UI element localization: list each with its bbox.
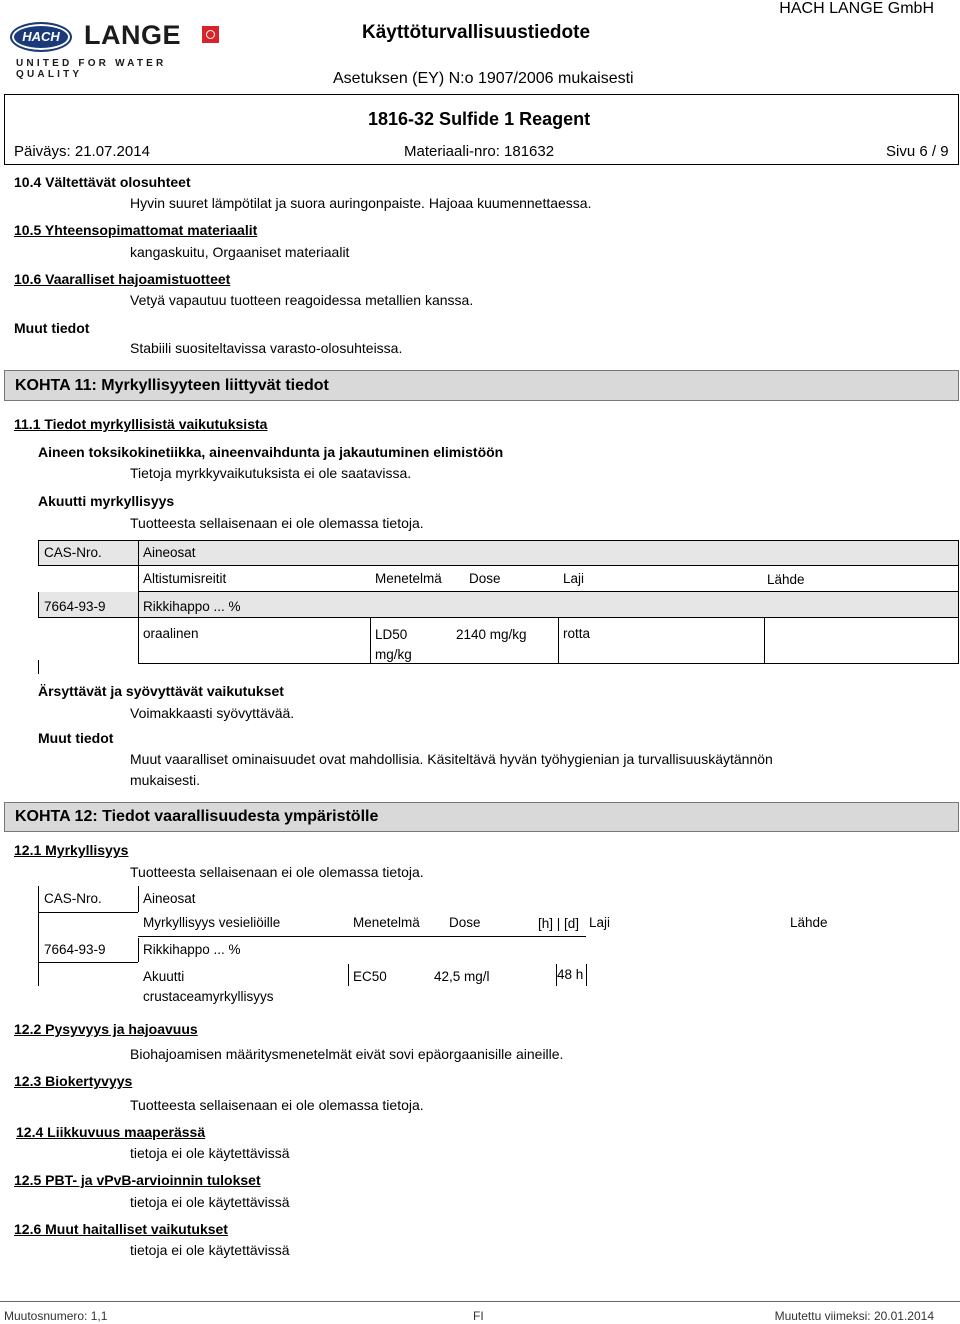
text-10-6: Vetyä vapautuu tuotteen reagoidessa metallien kanssa.	[130, 292, 474, 308]
other-info-label-11: Muut tiedot	[38, 730, 114, 746]
company-name: HACH LANGE GmbH	[779, 0, 934, 17]
other-info-text-10: Stabiili suositeltavissa varasto-olosuhteissa.	[130, 340, 403, 356]
col-species-12: Laji	[589, 915, 611, 930]
company-logo	[10, 20, 230, 80]
document-title: Käyttöturvallisuustiedote	[362, 22, 591, 43]
toxicokinetics-heading: Aineen toksikokinetiikka, aineenvaihdunta ja jakautuminen elimistöön	[38, 444, 504, 460]
irritation-heading: Ärsyttävät ja syövyttävät vaikutukset	[38, 683, 284, 699]
text-10-5: kangaskuitu, Orgaaniset materiaalit	[130, 244, 350, 260]
cell-substance: Rikkihappo ... %	[143, 599, 241, 614]
cell-hours-12: 48 h	[557, 967, 584, 982]
document-date: Päiväys: 21.07.2014	[14, 143, 150, 160]
heading-12-4: 12.4 Liikkuvuus maaperässä	[16, 1124, 206, 1140]
heading-10-4: 10.4 Vältettävät olosuhteet	[14, 174, 191, 190]
col-method-12: Menetelmä	[353, 915, 420, 930]
cell-dose: 2140 mg/kg	[456, 627, 527, 642]
text-12-1: Tuotteesta sellaisenaan ei ole olemassa tietoja.	[130, 864, 424, 880]
col-method: Menetelmä	[375, 571, 442, 586]
cell-substance-12: Rikkihappo ... %	[143, 942, 241, 957]
heading-12-6: 12.6 Muut haitalliset vaikutukset	[14, 1221, 228, 1237]
product-name: 1816-32 Sulfide 1 Reagent	[368, 109, 591, 129]
cell-cas-12: 7664-93-9	[44, 942, 106, 957]
acute-toxicity-text: Tuotteesta sellaisenaan ei ole olemassa tietoja.	[130, 515, 424, 531]
irritation-text: Voimakkaasti syövyttävää.	[130, 705, 295, 721]
lange-logo-text: LANGE	[84, 20, 181, 50]
text-12-6: tietoja ei ole käytettävissä	[130, 1242, 290, 1258]
lange-mark-icon	[202, 26, 219, 43]
other-info-label-10: Muut tiedot	[14, 320, 90, 336]
heading-10-6: 10.6 Vaaralliset hajoamistuotteet	[14, 271, 231, 287]
cell-aquatic-12-line2: crustaceamyrkyllisyys	[143, 989, 274, 1004]
col-cas-12: CAS-Nro.	[44, 891, 102, 906]
section-12-title: KOHTA 12: Tiedot vaarallisuudesta ympäristölle	[15, 808, 379, 825]
cell-dose-12: 42,5 mg/l	[434, 969, 490, 984]
text-12-2: Biohajoamisen määritysmenetelmät eivät sovi epäorgaanisille aineille.	[130, 1046, 564, 1062]
material-number: Materiaali-nro: 181632	[404, 143, 555, 160]
text-12-5: tietoja ei ole käytettävissä	[130, 1194, 290, 1210]
col-species: Laji	[563, 571, 585, 586]
col-aquatic-12: Myrkyllisyys vesieliöille	[143, 915, 281, 930]
col-dose: Dose	[469, 571, 501, 586]
col-source: Lähde	[767, 572, 805, 587]
heading-12-2: 12.2 Pysyvyys ja hajoavuus	[14, 1021, 198, 1037]
footer-revision: Muutosnumero: 1,1	[4, 1309, 108, 1323]
text-10-4: Hyvin suuret lämpötilat ja suora auringonpaiste. Hajoaa kuumennettaessa.	[130, 195, 592, 211]
heading-12-1: 12.1 Myrkyllisyys	[14, 842, 129, 858]
text-12-3: Tuotteesta sellaisenaan ei ole olemassa tietoja.	[130, 1097, 424, 1113]
cell-method-12: EC50	[353, 969, 387, 984]
cell-method-1: LD50	[375, 627, 408, 642]
heading-12-5: 12.5 PBT- ja vPvB-arvioinnin tulokset	[14, 1172, 261, 1188]
cell-route: oraalinen	[143, 626, 199, 641]
col-dose-12: Dose	[449, 915, 481, 930]
section-11-bar	[4, 370, 959, 401]
col-route: Altistumisreitit	[143, 571, 227, 586]
heading-11-1: 11.1 Tiedot myrkyllisistä vaikutuksista	[14, 416, 268, 432]
col-substance: Aineosat	[143, 545, 196, 560]
heading-10-5: 10.5 Yhteensopimattomat materiaalit	[14, 222, 258, 238]
cell-cas: 7664-93-9	[44, 599, 106, 614]
text-12-4: tietoja ei ole käytettävissä	[130, 1145, 290, 1161]
other-info-text-11-line1: Muut vaaralliset ominaisuudet ovat mahdollisia. Käsiteltävä hyvän työhygienian ja turvallisuuskäytännön	[130, 751, 773, 767]
regulation-note: Asetuksen (EY) N:o 1907/2006 mukaisesti	[333, 70, 634, 87]
logo-tagline: UNITED FOR WATER QUALITY	[16, 58, 167, 80]
section-11-title: KOHTA 11: Myrkyllisyyteen liittyvät tiedot	[15, 377, 329, 394]
col-hours-days-12: [h] | [d]	[538, 916, 580, 931]
cell-aquatic-12-line1: Akuutti	[143, 969, 185, 984]
col-source-12: Lähde	[790, 915, 828, 930]
cell-species: rotta	[563, 626, 591, 641]
footer-language: FI	[473, 1309, 484, 1323]
section-12-bar	[4, 802, 959, 832]
cell-method-2: mg/kg	[375, 647, 412, 662]
col-cas: CAS-Nro.	[44, 545, 102, 560]
acute-toxicity-heading: Akuutti myrkyllisyys	[38, 493, 175, 509]
footer-modified: Muutettu viimeksi: 20.01.2014	[774, 1309, 934, 1323]
toxicokinetics-text: Tietoja myrkkyvaikutuksista ei ole saatavissa.	[130, 465, 412, 481]
heading-12-3: 12.3 Biokertyvyys	[14, 1073, 133, 1089]
hach-logo-text: HACH	[10, 22, 72, 52]
other-info-text-11-line2: mukaisesti.	[130, 772, 201, 788]
col-substance-12: Aineosat	[143, 891, 196, 906]
page-number: Sivu 6 / 9	[886, 143, 949, 160]
